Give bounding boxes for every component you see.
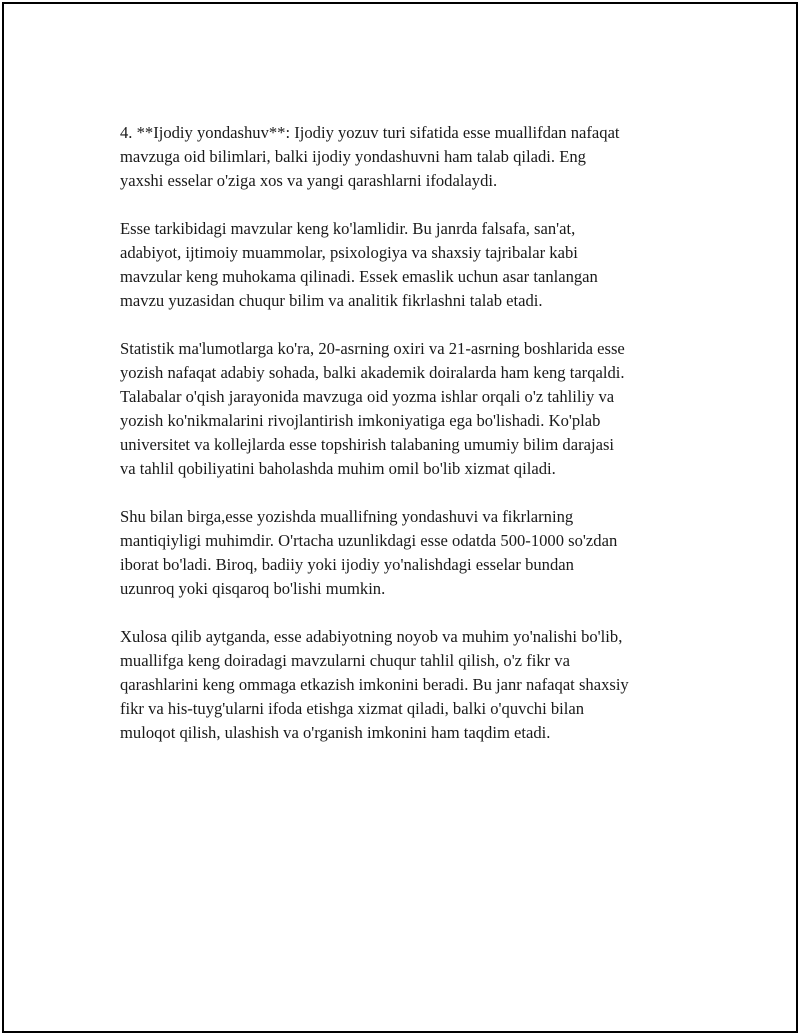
paragraph-statistics: Statistik ma'lumotlarga ko'ra, 20-asrning oxiri va 21-asrning boshlarida esse yozish nafaqat adabiy sohada, balki akademik doiralarda ham keng tarqaldi. Talabalar o'qish jarayonida mavzuga oid yozma ishlar orqali o'z tahliliy va yozish ko'nikmalarini rivojlantirish imkoniyatiga ega bo'lishadi. Ko'plab universitet va kollejlarda esse topshirish talabaning umumiy bilim darajasi va tahlil qobiliyatini baholashda muhim omil bo'lib xizmat qiladi.	[120, 339, 625, 478]
paragraph-essay-topics: Esse tarkibidagi mavzular keng ko'lamlidir. Bu janrda falsafa, san'at, adabiyot, ijtimoiy muammolar, psixologiya va shaxsiy tajribalar kabi mavzular keng muhokama qilinadi. Essek emaslik uchun asar tanlangan mavzu yuzasidan chuqur bilim va analitik fikrlashni talab etadi.	[120, 219, 598, 310]
document-page	[2, 2, 798, 1033]
document-body	[120, 121, 720, 769]
paragraph-conclusion: Xulosa qilib aytganda, esse adabiyotning noyob va muhim yo'nalishi bo'lib, muallifga keng doiradagi mavzularni chuqur tahlil qilish, o'z fikr va qarashlarini keng ommaga etkazish imkonini beradi. Bu janr nafaqat shaxsiy fikr va his-tuyg'ularni ifoda etishga xizmat qiladi, balki o'quvchi bilan muloqot qilish, ulashish va o'rganish imkonini ham taqdim etadi.	[120, 627, 629, 742]
paragraph-essay-length: Shu bilan birga,esse yozishda muallifning yondashuvi va fikrlarning mantiqiyligi muhimdir. O'rtacha uzunlikdagi esse odatda 500-1000 so'zdan iborat bo'ladi. Biroq, badiiy yoki ijodiy yo'nalishdagi esselar bundan uzunroq yoki qisqaroq bo'lishi mumkin.	[120, 507, 618, 598]
paragraph-creative-approach: 4. **Ijodiy yondashuv**: Ijodiy yozuv turi sifatida esse muallifdan nafaqat mavzuga oid bilimlari, balki ijodiy yondashuvni ham talab qiladi. Eng yaxshi esselar o'ziga xos va yangi qarashlarni ifodalaydi.	[120, 123, 620, 190]
